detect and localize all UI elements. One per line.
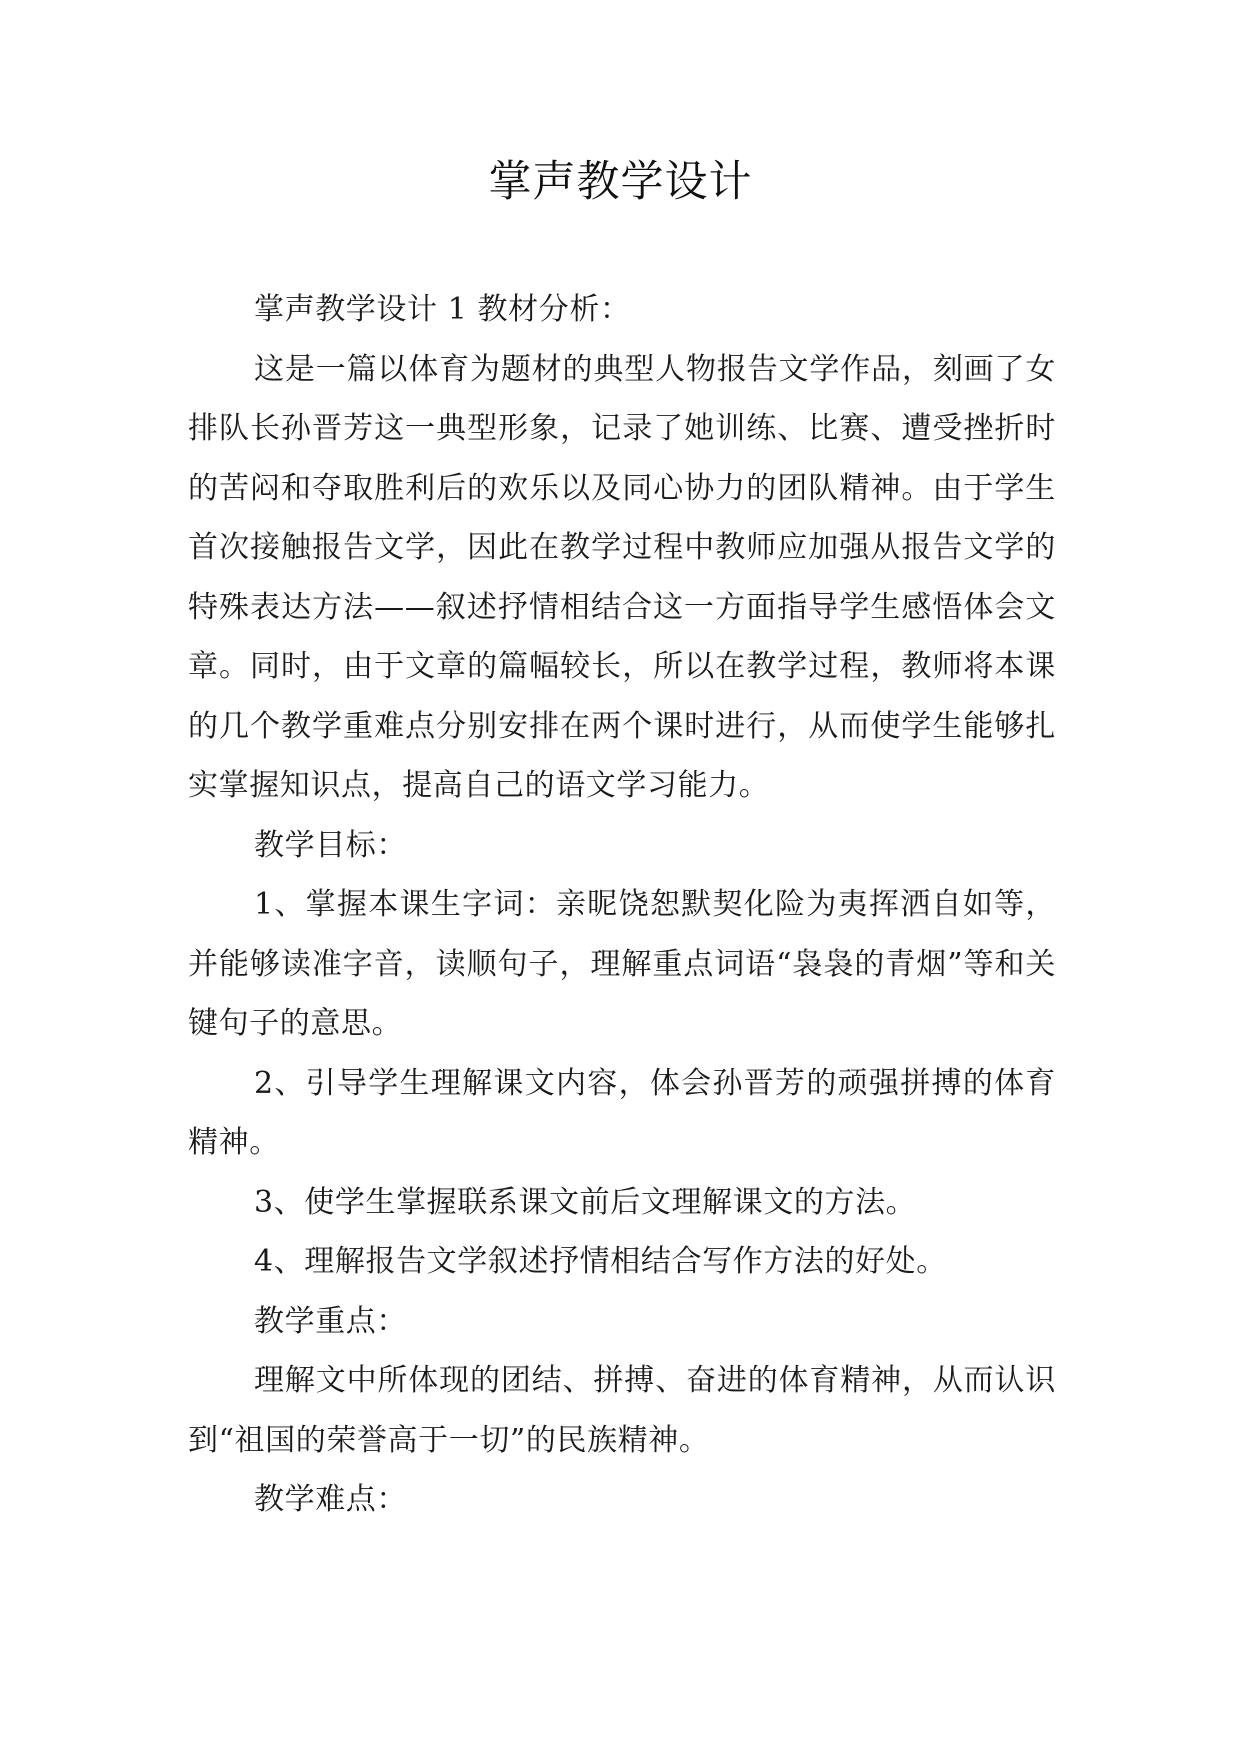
paragraph-heading-difficulties: 教学难点：: [254, 1482, 407, 1517]
paragraph-objective-4: 4、理解报告文学叙述抒情相结合写作方法的好处。: [254, 1244, 947, 1279]
paragraph-key-points: 理解文中所体现的团结、拼搏、奋进的体育精神，从而认识到“祖国的荣誉高于一切”的民族精神。: [188, 1363, 1056, 1458]
paragraph-objective-1: 1、掌握本课生字词：亲昵饶恕默契化险为夷挥洒自如等，并能够读准字音，读顺句子，理解重点词语“袅袅的青烟”等和关键句子的意思。: [188, 887, 1056, 1041]
paragraph-heading-objectives: 教学目标：: [254, 827, 407, 863]
paragraph-material-analysis: 这是一篇以体育为题材的典型人物报告文学作品，刻画了女排队长孙晋芳这一典型形象，记录了她训练、比赛、遭受挫折时的苦闷和夺取胜利后的欢乐以及同心协力的团队精神。由于学生首次接触报告文学，因此在教学过程中教师应加强从报告文学的特殊表达方法——叙述抒情相结合这一方面指导学生感悟体会文章。同时，由于文章的篇幅较长，所以在教学过程，教师将本课的几个教学重难点分别安排在两个课时进行，从而使学生能够扎实掌握知识点，提高自己的语文学习能力。: [188, 351, 1056, 803]
document-body: [188, 280, 1056, 1530]
document-title: 掌声教学设计: [488, 157, 753, 207]
paragraph-heading-material-analysis: 掌声教学设计 1 教材分析：: [254, 292, 631, 327]
paragraph-heading-key-points: 教学重点：: [254, 1303, 407, 1339]
paragraph-objective-2: 2、引导学生理解课文内容，体会孙晋芳的顽强拼搏的体育精神。: [188, 1065, 1056, 1160]
paragraph-objective-3: 3、使学生掌握联系课文前后文理解课文的方法。: [254, 1184, 917, 1220]
